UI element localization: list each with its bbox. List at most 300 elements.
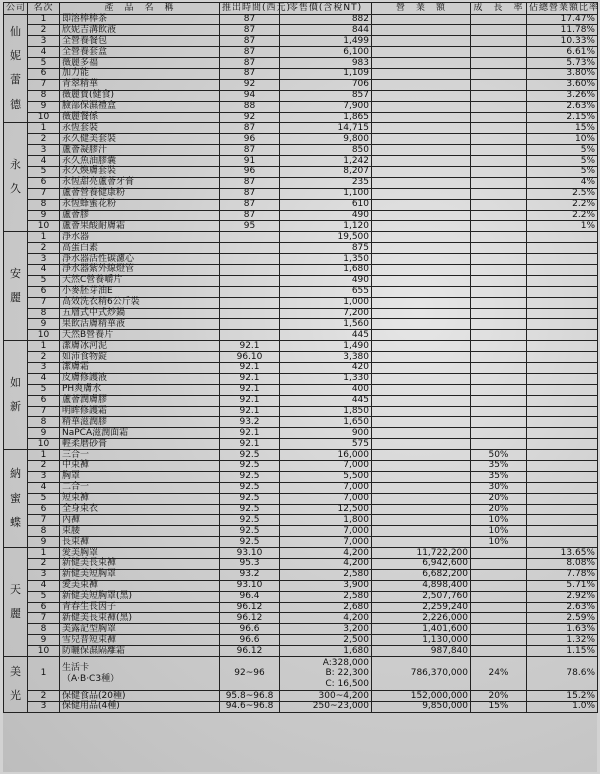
price-cell: 7,000 xyxy=(280,493,372,504)
price-cell: 445 xyxy=(280,395,372,406)
product-name-cell: 愛美胸罩 xyxy=(60,548,220,559)
launch-cell: 92.1 xyxy=(220,384,280,395)
rank-cell: 5 xyxy=(28,493,60,504)
share-cell: 3.80% xyxy=(527,68,598,79)
growth-cell xyxy=(471,166,527,177)
column-header-revenue-share: 佔總營業額比率 xyxy=(527,3,598,15)
product-name-cell: 淨水器 xyxy=(60,232,220,243)
share-cell: 2.2% xyxy=(527,199,598,210)
table-row xyxy=(4,330,598,341)
product-name-cell: 三合一 xyxy=(60,450,220,461)
growth-cell xyxy=(471,548,527,559)
rank-cell: 10 xyxy=(28,112,60,123)
price-cell: 1,499 xyxy=(280,36,372,47)
share-cell xyxy=(527,537,598,548)
table-row xyxy=(4,482,598,493)
price-cell: 9,800 xyxy=(280,134,372,145)
revenue-cell xyxy=(372,428,471,439)
launch-cell: 92.5 xyxy=(220,515,280,526)
product-name-cell: 生活卡 （A‧B‧C3種） xyxy=(60,657,220,691)
launch-cell xyxy=(220,286,280,297)
share-cell xyxy=(527,450,598,461)
growth-cell: 10% xyxy=(471,537,527,548)
product-name-cell: 愛美束褲 xyxy=(60,580,220,591)
column-header-product-name: 產 品 名 稱 xyxy=(60,3,220,15)
revenue-cell xyxy=(372,297,471,308)
table-row xyxy=(4,123,598,134)
product-name-cell: 輕柔磨砂膏 xyxy=(60,439,220,450)
price-cell: 844 xyxy=(280,25,372,36)
price-cell: 300~4,200 xyxy=(280,691,372,702)
share-cell: 17.47% xyxy=(527,14,598,25)
rank-cell: 9 xyxy=(28,101,60,112)
share-cell: 5% xyxy=(527,166,598,177)
sales-ranking-sheet xyxy=(3,2,600,772)
price-cell: 3,200 xyxy=(280,624,372,635)
share-cell xyxy=(527,286,598,297)
table-row xyxy=(4,515,598,526)
price-cell: 7,000 xyxy=(280,482,372,493)
product-name-cell: 美露記型胸罩 xyxy=(60,624,220,635)
revenue-cell xyxy=(372,537,471,548)
price-cell: 14,715 xyxy=(280,123,372,134)
share-cell: 2.92% xyxy=(527,591,598,602)
revenue-cell xyxy=(372,36,471,47)
growth-cell xyxy=(471,428,527,439)
growth-cell: 15% xyxy=(471,701,527,712)
company-name-cell: 仙 妮 蕾 德 xyxy=(4,14,28,123)
table-row xyxy=(4,471,598,482)
launch-cell: 95.8~96.8 xyxy=(220,691,280,702)
table-row xyxy=(4,363,598,374)
rank-cell: 10 xyxy=(28,439,60,450)
growth-cell: 35% xyxy=(471,471,527,482)
growth-cell xyxy=(471,341,527,352)
share-cell: 15.2% xyxy=(527,691,598,702)
table-row xyxy=(4,90,598,101)
launch-cell: 96.12 xyxy=(220,646,280,657)
rank-cell: 7 xyxy=(28,79,60,90)
rank-cell: 8 xyxy=(28,417,60,428)
share-cell xyxy=(527,461,598,472)
product-name-cell: 潔膚冰河泥 xyxy=(60,341,220,352)
product-name-cell: 小麥胚芽油E xyxy=(60,286,220,297)
growth-cell xyxy=(471,373,527,384)
price-cell: 250~23,000 xyxy=(280,701,372,712)
rank-cell: 1 xyxy=(28,341,60,352)
share-cell: 1.15% xyxy=(527,646,598,657)
company-name-cell: 天 麗 xyxy=(4,548,28,657)
growth-cell xyxy=(471,363,527,374)
rank-cell: 2 xyxy=(28,461,60,472)
growth-cell: 20% xyxy=(471,493,527,504)
launch-cell: 92.1 xyxy=(220,428,280,439)
rank-cell: 8 xyxy=(28,90,60,101)
price-cell: 1,109 xyxy=(280,68,372,79)
revenue-cell xyxy=(372,308,471,319)
rank-cell: 3 xyxy=(28,471,60,482)
launch-cell xyxy=(220,308,280,319)
price-cell: 400 xyxy=(280,384,372,395)
price-cell: 706 xyxy=(280,79,372,90)
growth-cell xyxy=(471,264,527,275)
price-cell: 3,900 xyxy=(280,580,372,591)
product-name-cell: 薇麗寶(健食) xyxy=(60,90,220,101)
launch-cell: 87 xyxy=(220,47,280,58)
revenue-cell: 11,722,200 xyxy=(372,548,471,559)
rank-cell: 4 xyxy=(28,482,60,493)
price-cell: 1,800 xyxy=(280,515,372,526)
table-row xyxy=(4,461,598,472)
table-row xyxy=(4,254,598,265)
revenue-cell: 6,682,200 xyxy=(372,569,471,580)
revenue-cell: 4,898,400 xyxy=(372,580,471,591)
table-row xyxy=(4,450,598,461)
table-row xyxy=(4,221,598,232)
revenue-cell xyxy=(372,177,471,188)
share-cell: 2.5% xyxy=(527,188,598,199)
column-header-growth-rate: 成 長 率 xyxy=(471,3,527,15)
share-cell xyxy=(527,406,598,417)
product-name-cell: 新健美長束褲(黑) xyxy=(60,613,220,624)
rank-cell: 8 xyxy=(28,199,60,210)
product-name-cell: 短束褲 xyxy=(60,493,220,504)
table-row xyxy=(4,406,598,417)
table-row xyxy=(4,243,598,254)
price-cell: 2,500 xyxy=(280,635,372,646)
share-cell: 5% xyxy=(527,145,598,156)
revenue-cell xyxy=(372,417,471,428)
share-cell xyxy=(527,243,598,254)
growth-cell xyxy=(471,395,527,406)
rank-cell: 1 xyxy=(28,657,60,691)
product-name-cell: 雪兒普短束褲 xyxy=(60,635,220,646)
rank-cell: 4 xyxy=(28,156,60,167)
table-row xyxy=(4,624,598,635)
growth-cell xyxy=(471,112,527,123)
growth-cell xyxy=(471,591,527,602)
product-name-cell: 如沛食物錠 xyxy=(60,352,220,363)
revenue-cell xyxy=(372,450,471,461)
share-cell: 2.2% xyxy=(527,210,598,221)
launch-cell xyxy=(220,330,280,341)
revenue-cell xyxy=(372,123,471,134)
table-row xyxy=(4,25,598,36)
revenue-cell xyxy=(372,210,471,221)
growth-cell: 50% xyxy=(471,450,527,461)
launch-cell: 92.5 xyxy=(220,493,280,504)
table-row xyxy=(4,156,598,167)
share-cell: 5% xyxy=(527,156,598,167)
product-name-cell: 蘆薈潤膚膠 xyxy=(60,395,220,406)
price-cell: 1,330 xyxy=(280,373,372,384)
product-name-cell: 淨水器活性碳濾心 xyxy=(60,254,220,265)
price-cell: 2,680 xyxy=(280,602,372,613)
table-row xyxy=(4,286,598,297)
growth-cell xyxy=(471,134,527,145)
table-row xyxy=(4,537,598,548)
rank-cell: 4 xyxy=(28,373,60,384)
table-row xyxy=(4,635,598,646)
growth-cell xyxy=(471,286,527,297)
launch-cell: 87 xyxy=(220,145,280,156)
share-cell: 1.32% xyxy=(527,635,598,646)
product-name-cell: PH爽膚水 xyxy=(60,384,220,395)
share-cell: 3.26% xyxy=(527,90,598,101)
product-name-cell: 蘆薈營養健康粉 xyxy=(60,188,220,199)
rank-cell: 6 xyxy=(28,68,60,79)
product-name-cell: 新健美短胸罩(黑) xyxy=(60,591,220,602)
revenue-cell xyxy=(372,134,471,145)
product-name-cell: 天然C營養嚼片 xyxy=(60,275,220,286)
revenue-cell xyxy=(372,47,471,58)
share-cell xyxy=(527,297,598,308)
product-name-cell: 皮膚修護液 xyxy=(60,373,220,384)
share-cell xyxy=(527,373,598,384)
growth-cell xyxy=(471,25,527,36)
product-name-cell: 明眸修護霜 xyxy=(60,406,220,417)
growth-cell: 10% xyxy=(471,515,527,526)
growth-cell xyxy=(471,384,527,395)
launch-cell: 95.3 xyxy=(220,559,280,570)
launch-cell: 92.5 xyxy=(220,482,280,493)
price-cell: 1,680 xyxy=(280,646,372,657)
product-name-cell: 全營養餐包 xyxy=(60,36,220,47)
price-cell: 7,200 xyxy=(280,308,372,319)
table-row xyxy=(4,428,598,439)
launch-cell: 93.10 xyxy=(220,548,280,559)
product-name-cell: 即溶棒棒茶 xyxy=(60,14,220,25)
growth-cell xyxy=(471,188,527,199)
growth-cell xyxy=(471,145,527,156)
product-name-cell: 蘆薈凝膠汁 xyxy=(60,145,220,156)
revenue-cell xyxy=(372,461,471,472)
table-row xyxy=(4,384,598,395)
product-name-cell: 高效洗衣精6公斤裝 xyxy=(60,297,220,308)
table-row xyxy=(4,58,598,69)
rank-cell: 5 xyxy=(28,591,60,602)
share-cell: 1.63% xyxy=(527,624,598,635)
launch-cell: 87 xyxy=(220,25,280,36)
share-cell: 15% xyxy=(527,123,598,134)
rank-cell: 2 xyxy=(28,243,60,254)
product-name-cell: 胸罩 xyxy=(60,471,220,482)
rank-cell: 1 xyxy=(28,548,60,559)
price-cell: 5,500 xyxy=(280,471,372,482)
rank-cell: 3 xyxy=(28,701,60,712)
revenue-cell: 152,000,000 xyxy=(372,691,471,702)
launch-cell: 92~96 xyxy=(220,657,280,691)
price-cell: 857 xyxy=(280,90,372,101)
revenue-cell xyxy=(372,58,471,69)
product-name-cell: 永恆蜂蜜花粉 xyxy=(60,199,220,210)
growth-cell xyxy=(471,297,527,308)
growth-cell xyxy=(471,243,527,254)
rank-cell: 3 xyxy=(28,363,60,374)
revenue-cell xyxy=(372,395,471,406)
share-cell: 5.71% xyxy=(527,580,598,591)
rank-cell: 2 xyxy=(28,134,60,145)
launch-cell: 92 xyxy=(220,112,280,123)
rank-cell: 1 xyxy=(28,14,60,25)
rank-cell: 10 xyxy=(28,330,60,341)
price-cell: 1,120 xyxy=(280,221,372,232)
product-name-cell: 二合一 xyxy=(60,482,220,493)
price-cell: 1,680 xyxy=(280,264,372,275)
table-row xyxy=(4,166,598,177)
growth-cell xyxy=(471,308,527,319)
share-cell xyxy=(527,363,598,374)
share-cell xyxy=(527,395,598,406)
growth-cell xyxy=(471,602,527,613)
product-name-cell: 蘆薈果酸耐膚霜 xyxy=(60,221,220,232)
rank-cell: 4 xyxy=(28,264,60,275)
price-cell: 1,100 xyxy=(280,188,372,199)
rank-cell: 7 xyxy=(28,297,60,308)
company-name-cell: 納 蜜 蝶 xyxy=(4,450,28,548)
revenue-cell: 6,942,600 xyxy=(372,559,471,570)
launch-cell xyxy=(220,264,280,275)
growth-cell xyxy=(471,624,527,635)
rank-cell: 3 xyxy=(28,145,60,156)
launch-cell: 96.12 xyxy=(220,602,280,613)
revenue-cell: 2,226,000 xyxy=(372,613,471,624)
revenue-cell xyxy=(372,232,471,243)
growth-cell xyxy=(471,68,527,79)
product-name-cell: 加力能 xyxy=(60,68,220,79)
launch-cell: 96 xyxy=(220,166,280,177)
price-cell: 235 xyxy=(280,177,372,188)
table-row xyxy=(4,493,598,504)
price-cell: 490 xyxy=(280,210,372,221)
share-cell xyxy=(527,232,598,243)
price-cell: 1,560 xyxy=(280,319,372,330)
revenue-cell xyxy=(372,384,471,395)
launch-cell: 96.12 xyxy=(220,613,280,624)
revenue-cell xyxy=(372,90,471,101)
share-cell xyxy=(527,439,598,450)
revenue-cell xyxy=(372,363,471,374)
table-row xyxy=(4,308,598,319)
revenue-cell: 1,401,600 xyxy=(372,624,471,635)
revenue-cell xyxy=(372,471,471,482)
product-name-cell: 束腰 xyxy=(60,526,220,537)
growth-cell xyxy=(471,330,527,341)
rank-cell: 9 xyxy=(28,210,60,221)
price-cell: 19,500 xyxy=(280,232,372,243)
product-name-cell: 天然B營養片 xyxy=(60,330,220,341)
launch-cell xyxy=(220,254,280,265)
revenue-cell xyxy=(372,286,471,297)
table-row xyxy=(4,417,598,428)
product-name-cell: 永久魚油膠囊 xyxy=(60,156,220,167)
rank-cell: 9 xyxy=(28,319,60,330)
column-header-launch-year: 推出時間(西元) xyxy=(220,3,280,15)
product-name-cell: 薇麗多福 xyxy=(60,58,220,69)
company-name-cell: 安 麗 xyxy=(4,232,28,341)
product-name-cell: 保健食品(20種) xyxy=(60,691,220,702)
growth-cell xyxy=(471,123,527,134)
table-row xyxy=(4,199,598,210)
header-row xyxy=(4,3,598,15)
launch-cell: 94.6~96.8 xyxy=(220,701,280,712)
table-row xyxy=(4,134,598,145)
price-cell: 610 xyxy=(280,199,372,210)
revenue-cell xyxy=(372,14,471,25)
rank-cell: 9 xyxy=(28,635,60,646)
revenue-cell xyxy=(372,101,471,112)
price-cell: 445 xyxy=(280,330,372,341)
table-row xyxy=(4,47,598,58)
share-cell: 10.33% xyxy=(527,36,598,47)
table-row xyxy=(4,701,598,712)
table-row xyxy=(4,559,598,570)
rank-cell: 5 xyxy=(28,384,60,395)
rank-cell: 1 xyxy=(28,450,60,461)
table-row xyxy=(4,68,598,79)
rank-cell: 1 xyxy=(28,232,60,243)
revenue-cell: 1,130,000 xyxy=(372,635,471,646)
growth-cell xyxy=(471,417,527,428)
share-cell xyxy=(527,526,598,537)
launch-cell: 87 xyxy=(220,68,280,79)
growth-cell xyxy=(471,58,527,69)
table-row xyxy=(4,210,598,221)
rank-cell: 6 xyxy=(28,395,60,406)
table-row xyxy=(4,188,598,199)
rank-cell: 8 xyxy=(28,308,60,319)
share-cell xyxy=(527,352,598,363)
price-cell: 1,350 xyxy=(280,254,372,265)
share-cell xyxy=(527,330,598,341)
revenue-cell xyxy=(372,199,471,210)
table-row xyxy=(4,691,598,702)
company-name-cell: 永 久 xyxy=(4,123,28,232)
table-row xyxy=(4,341,598,352)
growth-cell xyxy=(471,646,527,657)
table-body xyxy=(4,14,598,712)
share-cell: 4% xyxy=(527,177,598,188)
revenue-cell: 786,370,000 xyxy=(372,657,471,691)
revenue-cell xyxy=(372,493,471,504)
revenue-cell xyxy=(372,25,471,36)
table-row xyxy=(4,319,598,330)
revenue-cell: 2,259,240 xyxy=(372,602,471,613)
table-row xyxy=(4,145,598,156)
revenue-cell xyxy=(372,264,471,275)
price-cell: 1,650 xyxy=(280,417,372,428)
product-name-cell: 五層式中式炒鍋 xyxy=(60,308,220,319)
rank-cell: 9 xyxy=(28,537,60,548)
launch-cell: 87 xyxy=(220,199,280,210)
growth-cell: 10% xyxy=(471,526,527,537)
table-row xyxy=(4,646,598,657)
table-row xyxy=(4,548,598,559)
growth-cell xyxy=(471,232,527,243)
revenue-cell xyxy=(372,319,471,330)
rank-cell: 8 xyxy=(28,526,60,537)
table-row xyxy=(4,264,598,275)
launch-cell: 92.5 xyxy=(220,461,280,472)
price-cell: 16,000 xyxy=(280,450,372,461)
rank-cell: 7 xyxy=(28,406,60,417)
column-header-revenue: 營 業 額 xyxy=(372,3,471,15)
growth-cell xyxy=(471,439,527,450)
share-cell xyxy=(527,515,598,526)
product-name-cell: 永久煥膚套裝 xyxy=(60,166,220,177)
rank-cell: 2 xyxy=(28,25,60,36)
company-name-cell: 美 光 xyxy=(4,657,28,713)
